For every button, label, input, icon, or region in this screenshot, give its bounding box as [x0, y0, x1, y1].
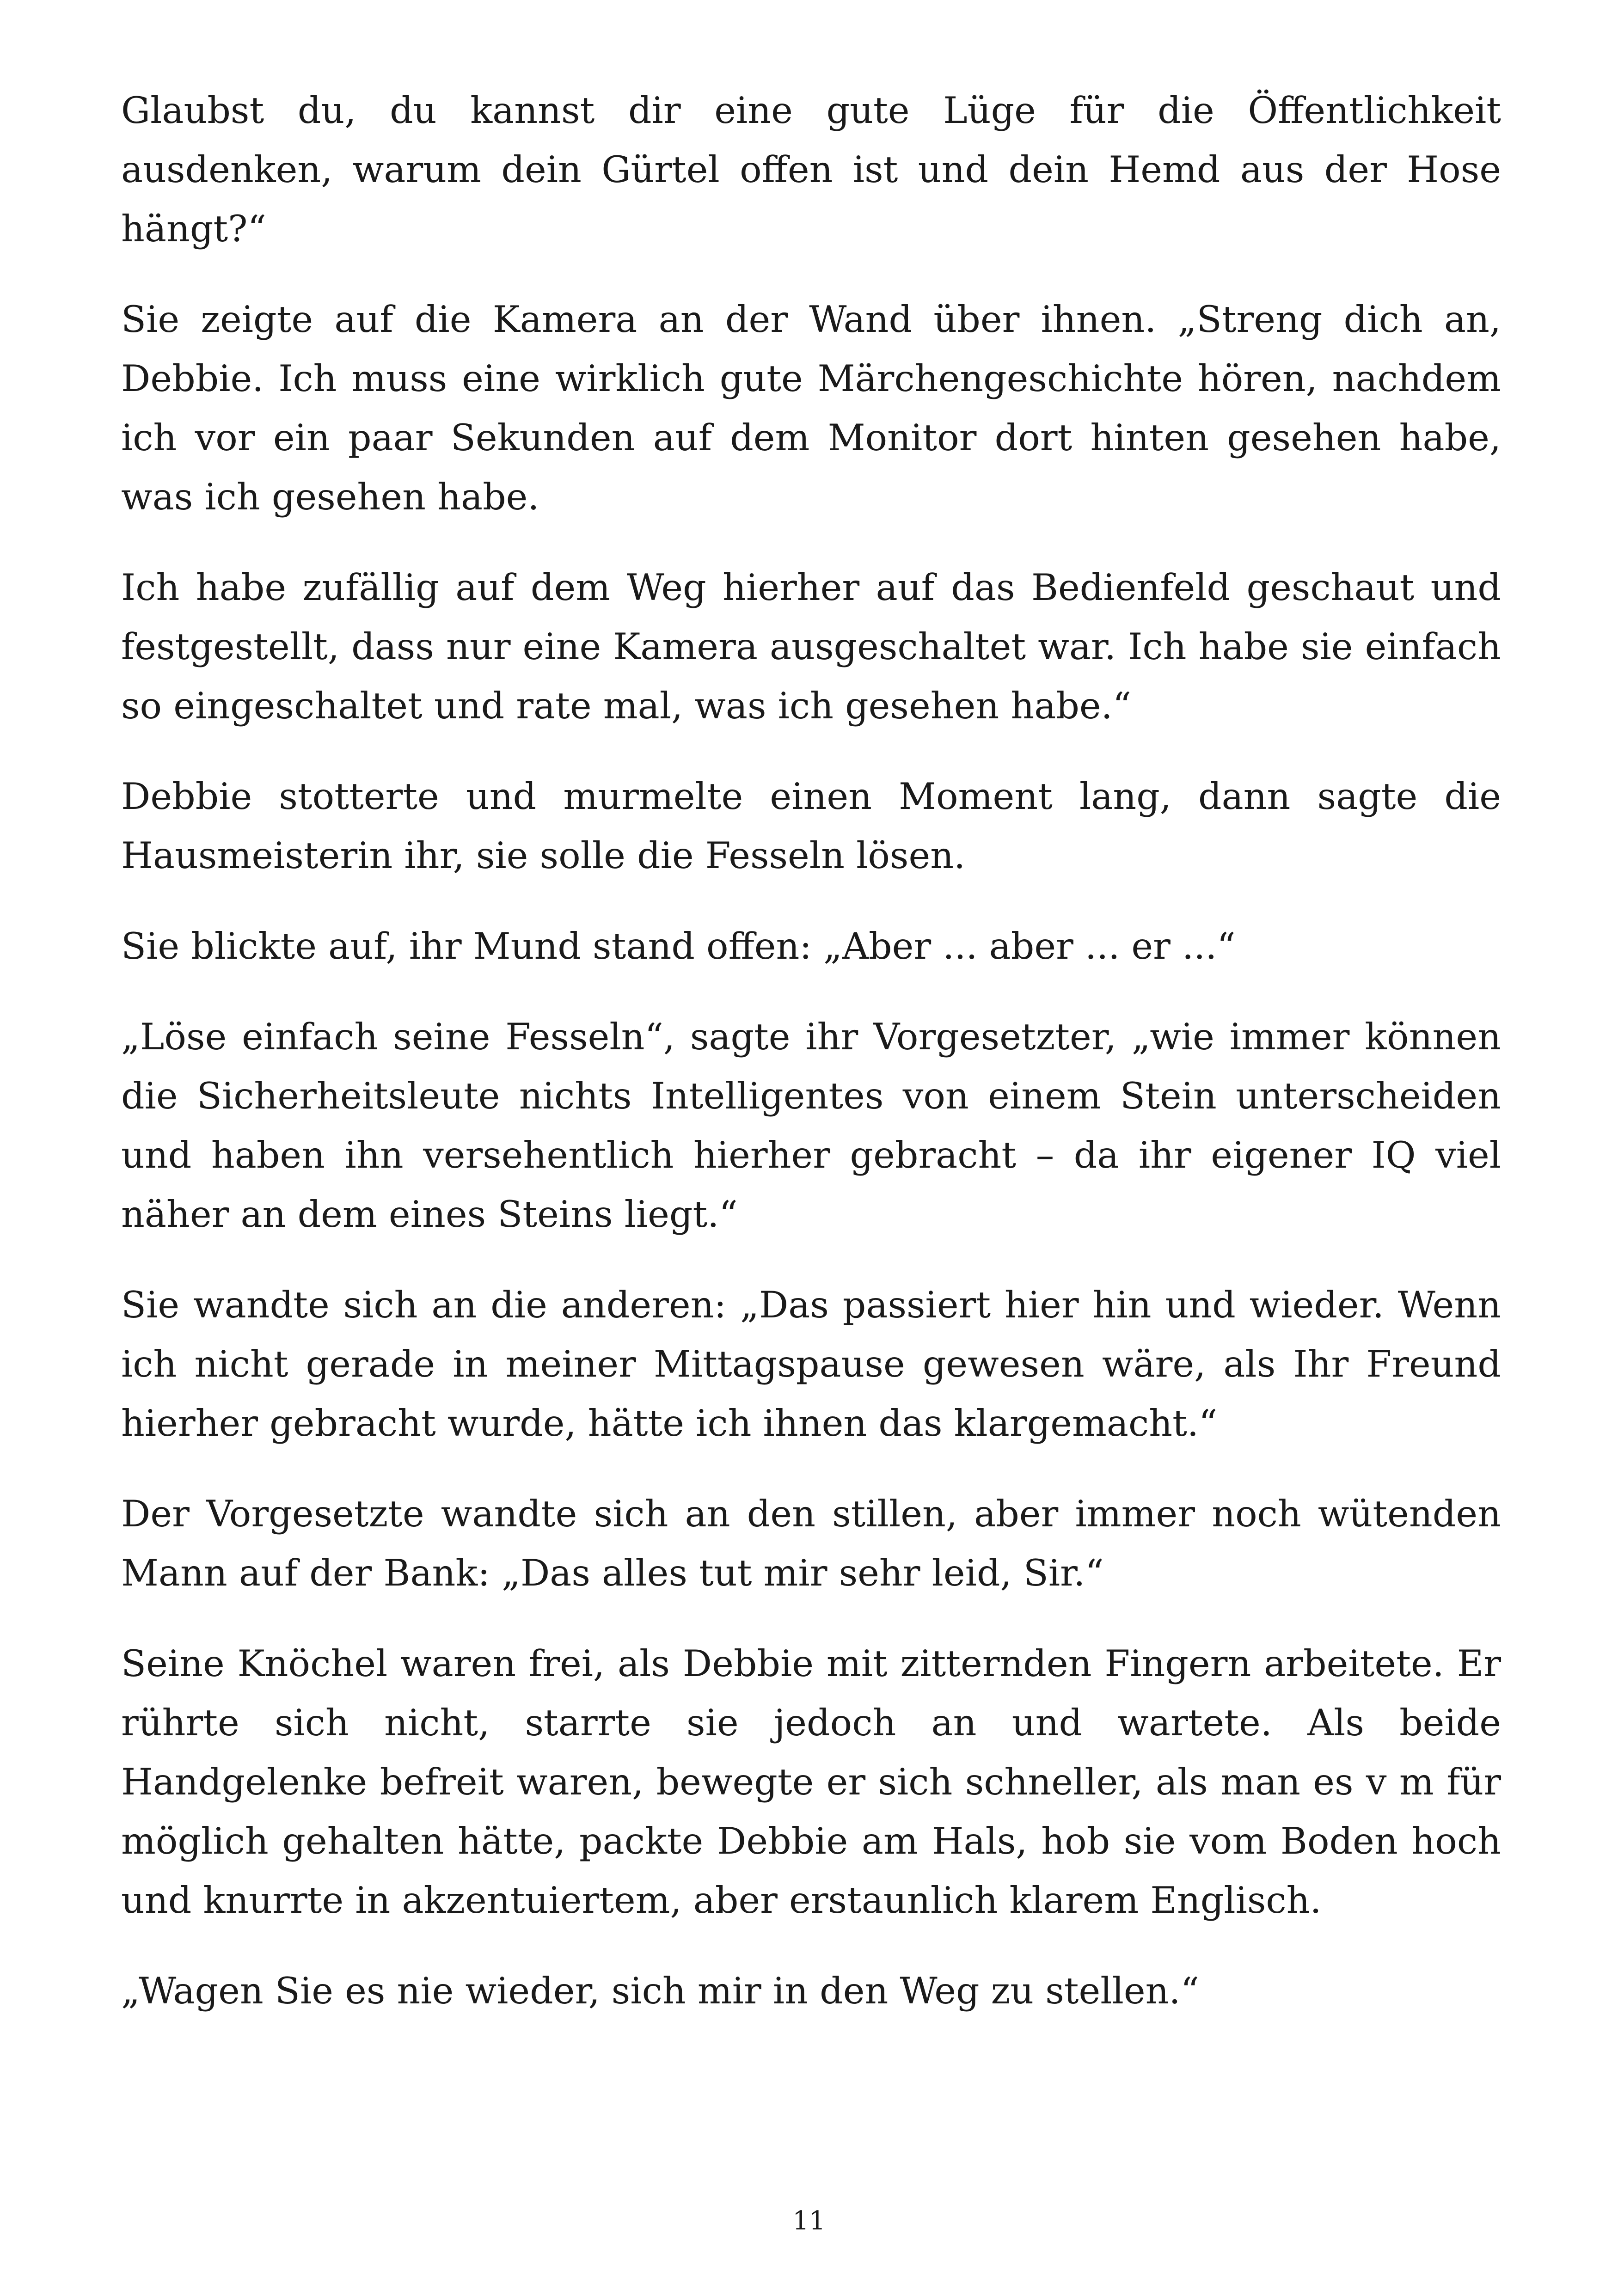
page-number: 11 [792, 2206, 826, 2236]
paragraph: Seine Knöchel waren frei, als Debbie mit zitternden Fingern arbeitete. Er rührte sich nicht, starrte sie jedoch an und wartete. Als beide Handgelenke befreit waren, bewegte er sich schneller, als man es v m für möglich gehalten hätte, packte Debbie am Hals, hob sie vom Boden hoch und knurrte in akzentuiertem, aber erstaunlich klarem Englisch. [121, 1642, 1501, 1922]
paragraph: Sie zeigte auf die Kamera an der Wand über ihnen. „Streng dich an, Debbie. Ich muss eine wirklich gute Märchengeschichte hören, nachdem ich vor ein paar Sekunden auf dem Monitor dort hinten gesehen habe, was ich gesehen habe. [121, 298, 1501, 518]
body-text [121, 81, 1501, 2052]
paragraph: Ich habe zufällig auf dem Weg hierher auf das Bedienfeld geschaut und festgestellt, dass nur eine Kamera ausgeschaltet war. Ich habe sie einfach so eingeschaltet und rate mal, was ich gesehen habe.“ [121, 566, 1501, 727]
paragraph: Sie wandte sich an die anderen: „Das passiert hier hin und wieder. Wenn ich nicht gerade in meiner Mittagspause gewesen wäre, als Ihr Freund hierher gebracht wurde, hätte ich ihnen das klargemacht.“ [121, 1284, 1501, 1445]
paragraph: Der Vorgesetzte wandte sich an den stillen, aber immer noch wütenden Mann auf der Bank: „Das alles tut mir sehr leid, Sir.“ [121, 1493, 1501, 1594]
paragraph: Debbie stotterte und murmelte einen Moment lang, dann sagte die Hausmeisterin ihr, sie solle die Fesseln lösen. [121, 775, 1501, 877]
paragraph: Glaubst du, du kannst dir eine gute Lüge für die Öffentlichkeit ausdenken, warum dein Gürtel offen ist und dein Hemd aus der Hose hängt?“ [121, 89, 1501, 250]
paragraph: „Wagen Sie es nie wieder, sich mir in den Weg zu stellen.“ [121, 1970, 1199, 2012]
paragraph: Sie blickte auf, ihr Mund stand offen: „Aber ... aber ... er ...“ [121, 925, 1236, 967]
paragraph: „Löse einfach seine Fesseln“, sagte ihr Vorgesetzter, „wie immer können die Sicherheitsleute nichts Intelligentes von einem Stein unterscheiden und haben ihn versehentlich hierher gebracht – da ihr eigener IQ viel näher an dem eines Steins liegt.“ [121, 1016, 1501, 1236]
